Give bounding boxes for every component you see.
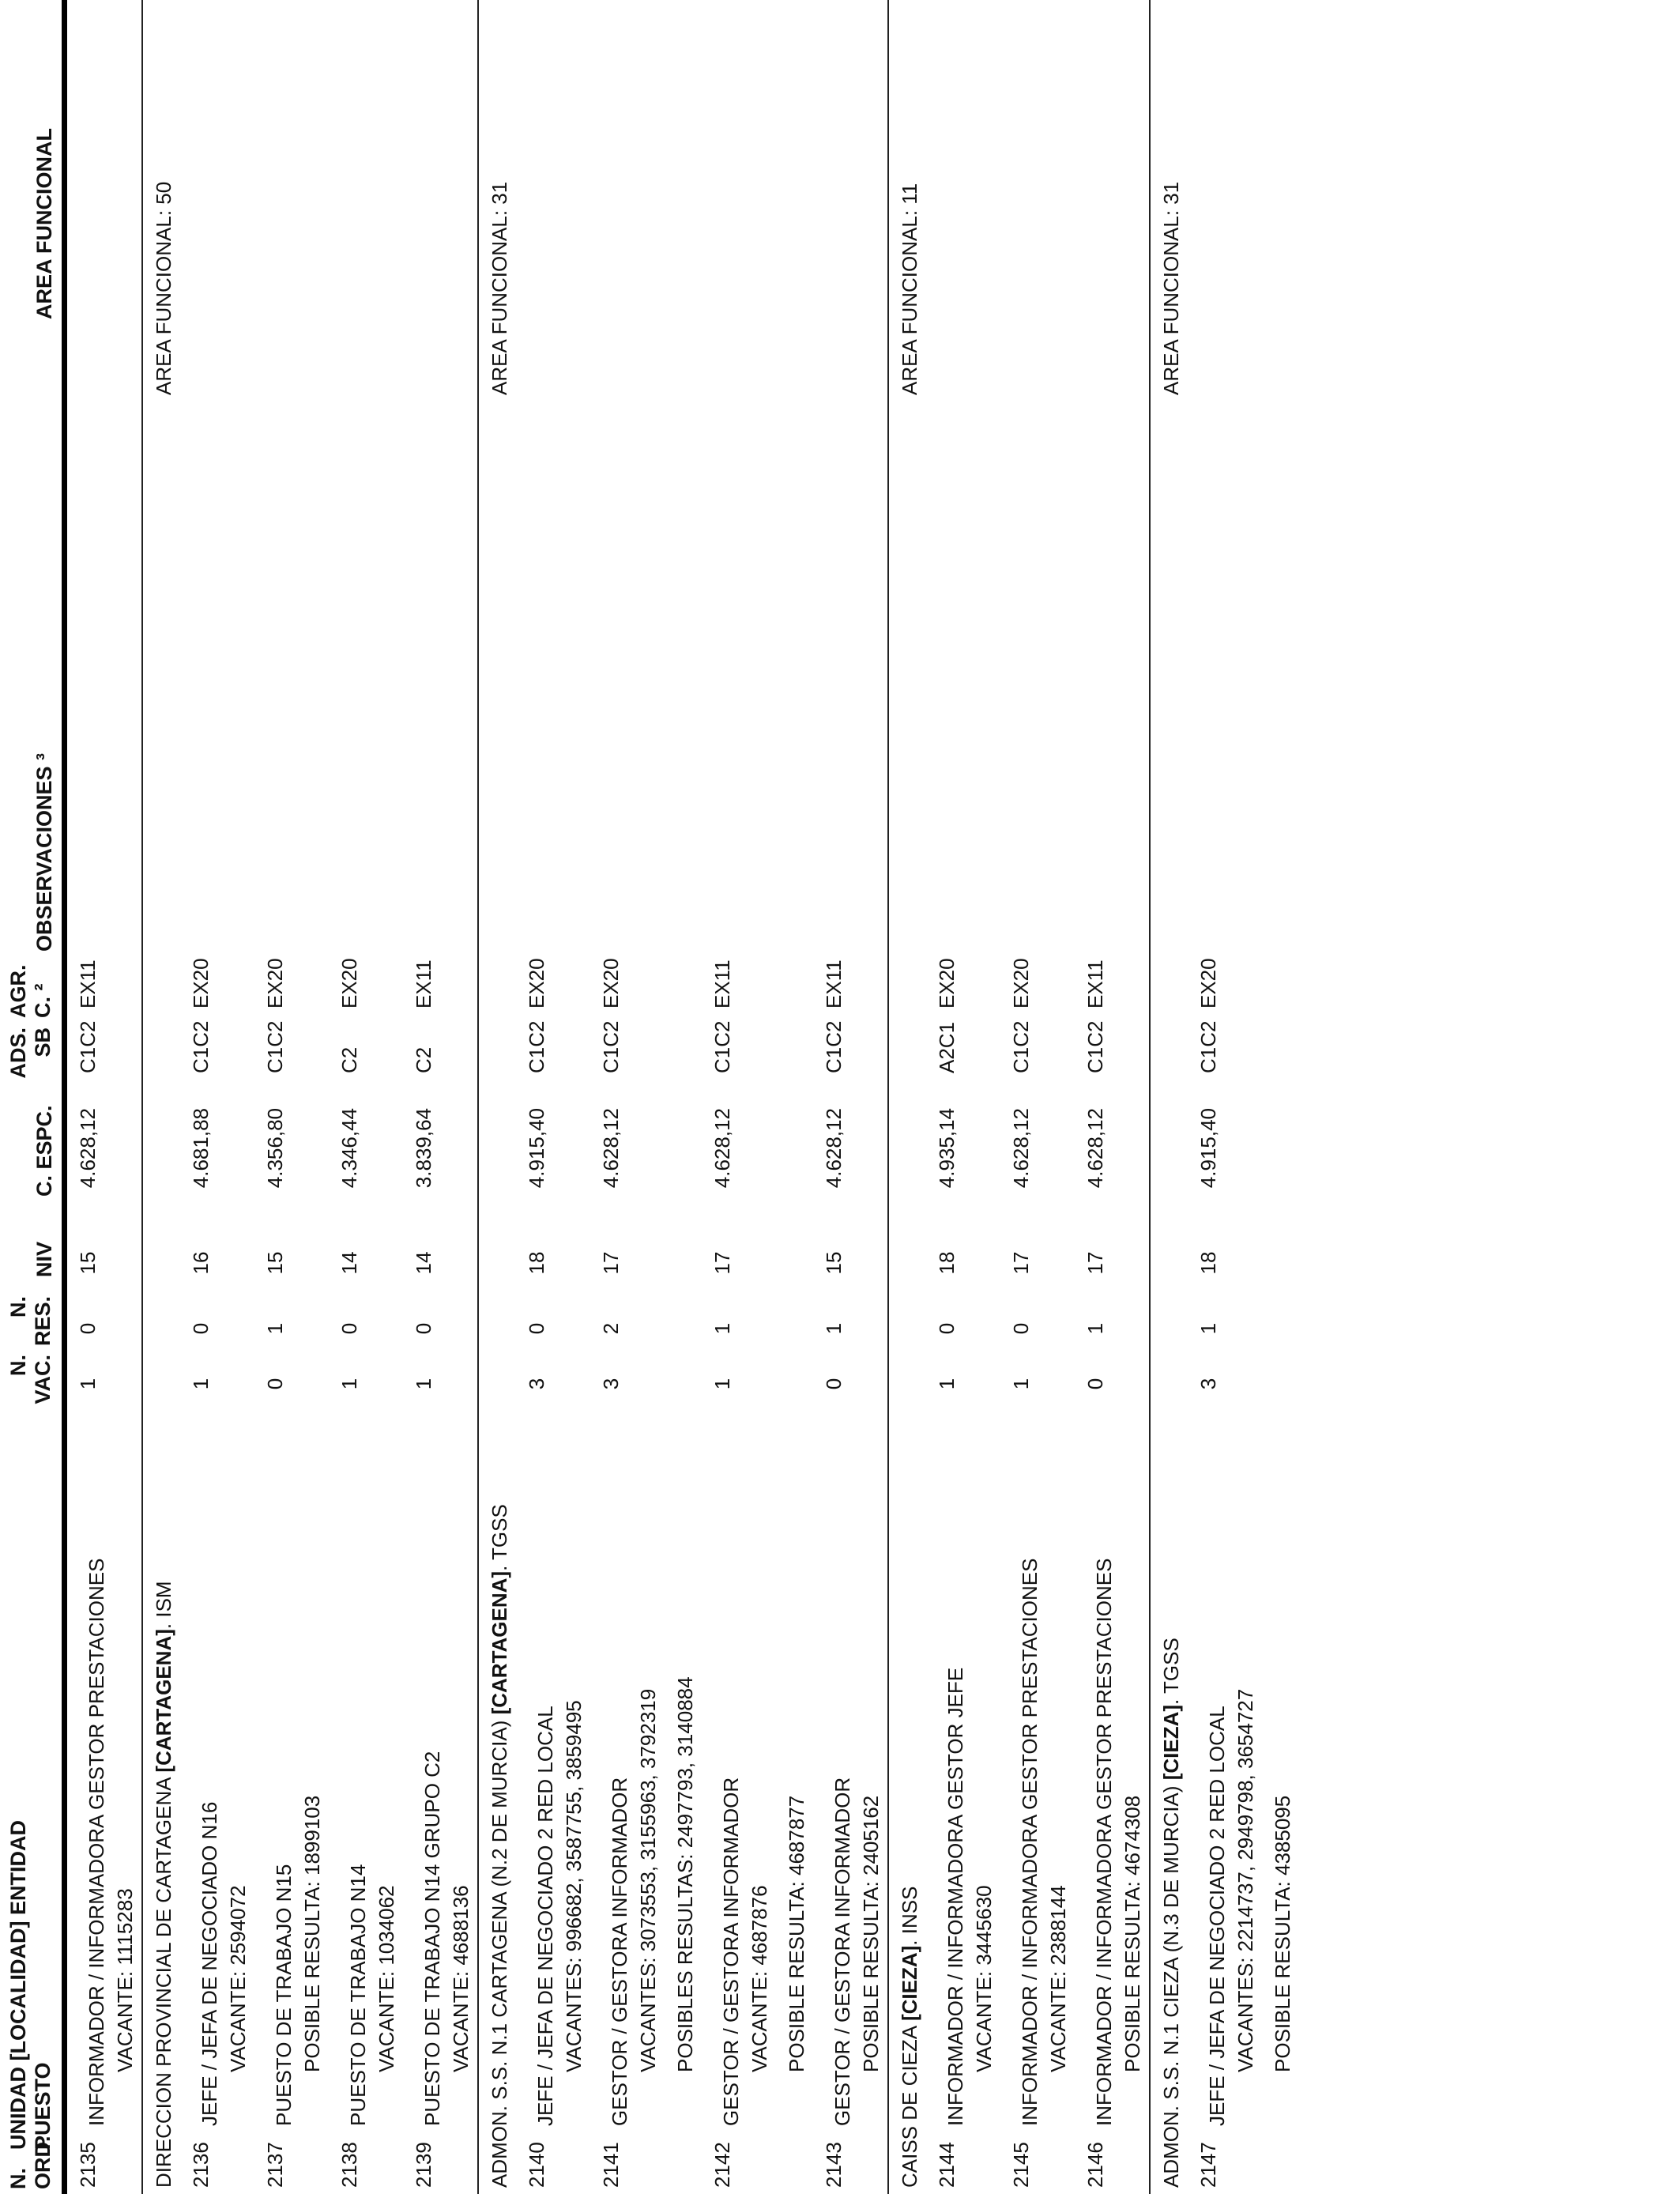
area-funcional: AREA FUNCIONAL: 31 <box>1159 181 1183 395</box>
unit-group <box>887 0 1149 2194</box>
ads-sb: C2 <box>337 1046 361 1073</box>
ads-sb: A2C1 <box>935 1021 959 1073</box>
table-row <box>403 0 444 2194</box>
table-row <box>702 0 743 2194</box>
puesto-name: INFORMADOR / INFORMADORA GESTOR JEFE <box>944 1667 967 2126</box>
n-vac: 1 <box>710 1378 734 1390</box>
n-res: 0 <box>1009 1322 1033 1335</box>
vacancy-detail: VACANTES: 3073553, 3155963, 3792319 <box>636 1688 660 2072</box>
niv: 15 <box>76 1251 100 1275</box>
puesto-name: INFORMADOR / INFORMADORA GESTOR PRESTACIONES <box>85 1558 108 2126</box>
vacancy-detail: POSIBLE RESULTA: 4687877 <box>785 1795 808 2072</box>
puesto-name: JEFE / JEFA DE NEGOCIADO 2 RED LOCAL <box>533 1706 557 2126</box>
header-rule <box>62 0 67 2194</box>
niv: 15 <box>263 1251 287 1275</box>
niv: 18 <box>1196 1251 1220 1275</box>
vacancy-detail: VACANTE: 4687876 <box>748 1885 771 2072</box>
vacancy-detail-row <box>739 0 776 2194</box>
unit-entity: . ISM <box>152 1581 175 1630</box>
c-espc: 4.681,88 <box>189 1108 213 1189</box>
n-vac: 0 <box>822 1378 846 1390</box>
table-row <box>254 0 296 2194</box>
table-row <box>516 0 557 2194</box>
c-espc: 4.628,12 <box>76 1108 100 1189</box>
ads-sb: C1C2 <box>525 1020 548 1073</box>
order-number: 2137 <box>263 2142 287 2188</box>
header-c-espc: C. ESPC. <box>32 1105 56 1197</box>
vacancy-detail: VACANTE: 3445630 <box>972 1885 996 2072</box>
ads-sb: C1C2 <box>822 1020 846 1073</box>
unit-locality: [CARTAGENA] <box>152 1629 175 1773</box>
puesto-name: PUESTO DE TRABAJO N14 <box>346 1864 370 2126</box>
unit-group <box>1149 0 1299 2194</box>
vacancy-detail-row <box>1225 0 1262 2194</box>
n-vac: 1 <box>337 1378 361 1390</box>
table-row <box>67 0 108 2194</box>
table-row <box>1000 0 1042 2194</box>
vacancy-detail: VACANTES: 996682, 3587755, 3859495 <box>562 1700 586 2072</box>
unit-title <box>1159 1638 1184 2188</box>
puesto-name: PUESTO DE TRABAJO N15 <box>272 1864 296 2126</box>
vacancy-detail: VACANTE: 1115283 <box>113 1888 137 2072</box>
puesto-name: PUESTO DE TRABAJO N14 GRUPO C2 <box>420 1751 444 2126</box>
n-res: 1 <box>1196 1322 1220 1335</box>
puesto-name: INFORMADOR / INFORMADORA GESTOR PRESTACIONES <box>1018 1558 1042 2126</box>
unit-entity: . TGSS <box>1159 1638 1183 1705</box>
order-number: 2142 <box>710 2142 734 2188</box>
unit-name: ADMON. S.S. N.1 CARTAGENA (N.2 DE MURCIA) <box>488 1714 511 2188</box>
vacancy-detail: VACANTE: 1034062 <box>375 1885 398 2072</box>
n-vac: 1 <box>189 1378 213 1390</box>
unit-group <box>477 0 887 2194</box>
unit-header-row <box>143 0 180 2194</box>
n-vac: 1 <box>1009 1378 1033 1390</box>
c-espc: 4.628,12 <box>599 1108 623 1189</box>
vacancy-detail-row <box>1112 0 1149 2194</box>
unit-title <box>488 1504 512 2188</box>
puesto-name: GESTOR / GESTORA INFORMADOR <box>608 1777 631 2126</box>
niv: 17 <box>1009 1251 1033 1275</box>
agr-c: EX20 <box>1196 958 1220 1008</box>
order-number: 2141 <box>599 2142 623 2188</box>
agr-c: EX20 <box>1009 958 1033 1008</box>
unit-header-row <box>479 0 516 2194</box>
unit-locality: [CIEZA] <box>898 1945 921 2022</box>
n-res: 2 <box>599 1322 623 1335</box>
n-res: 0 <box>337 1322 361 1335</box>
unit-group <box>141 0 477 2194</box>
header-n-res: N. RES. <box>6 1296 55 1347</box>
order-number: 2144 <box>935 2142 959 2188</box>
n-vac: 1 <box>412 1378 435 1390</box>
n-vac: 3 <box>525 1378 548 1390</box>
order-number: 2135 <box>76 2142 100 2188</box>
header-n-ord: N. ORD. <box>6 2136 55 2189</box>
table-header <box>0 0 62 2194</box>
c-espc: 4.628,12 <box>1083 1108 1107 1189</box>
niv: 18 <box>525 1251 548 1275</box>
niv: 14 <box>337 1251 361 1275</box>
unit-name: DIRECCION PROVINCIAL DE CARTAGENA <box>152 1772 175 2188</box>
vacancy-detail-row <box>440 0 477 2194</box>
agr-c: EX20 <box>189 958 213 1008</box>
vacancy-detail-row <box>665 0 702 2194</box>
niv: 15 <box>822 1251 846 1275</box>
puesto-name: JEFE / JEFA DE NEGOCIADO N16 <box>198 1801 221 2126</box>
c-espc: 4.915,40 <box>525 1108 548 1189</box>
table-row <box>590 0 631 2194</box>
header-agr-c: AGR. C. ² <box>6 964 55 1018</box>
vacancy-detail-row <box>292 0 329 2194</box>
c-espc: 4.628,12 <box>710 1108 734 1189</box>
n-vac: 1 <box>76 1378 100 1390</box>
vacancy-detail: VACANTE: 4688136 <box>449 1885 473 2072</box>
agr-c: EX20 <box>337 958 361 1008</box>
vacancy-detail: POSIBLE RESULTA: 1899103 <box>300 1795 324 2072</box>
header-observaciones: OBSERVACIONES ³ <box>32 752 56 952</box>
niv: 14 <box>412 1251 435 1275</box>
area-funcional: AREA FUNCIONAL: 11 <box>898 183 921 395</box>
niv: 18 <box>935 1251 959 1275</box>
n-res: 1 <box>1083 1322 1107 1335</box>
ads-sb: C1C2 <box>599 1020 623 1073</box>
header-niv: NIV <box>32 1241 56 1277</box>
vacancy-detail-row <box>104 0 141 2194</box>
table-row <box>1188 0 1229 2194</box>
ads-sb: C1C2 <box>1083 1020 1107 1073</box>
order-number: 2147 <box>1196 2142 1220 2188</box>
ads-sb: C1C2 <box>189 1020 213 1073</box>
order-number: 2139 <box>412 2142 435 2188</box>
table-row <box>813 0 854 2194</box>
ads-sb: C1C2 <box>263 1020 287 1073</box>
table-row <box>1075 0 1116 2194</box>
unit-entity: . TGSS <box>488 1504 511 1571</box>
header-area-funcional: AREA FUNCIONAL <box>32 128 56 319</box>
vacancy-detail-row <box>627 0 665 2194</box>
n-vac: 3 <box>1196 1378 1220 1390</box>
header-unidad-puesto: UNIDAD [LOCALIDAD] ENTIDAD PUESTO <box>6 1820 55 2150</box>
order-number: 2140 <box>525 2142 548 2188</box>
area-funcional: AREA FUNCIONAL: 31 <box>488 181 511 395</box>
table-row <box>329 0 370 2194</box>
n-vac: 0 <box>263 1378 287 1390</box>
c-espc: 4.356,80 <box>263 1108 287 1189</box>
order-number: 2145 <box>1009 2142 1033 2188</box>
unit-locality: [CIEZA] <box>1159 1704 1183 1781</box>
vacancy-detail: POSIBLES RESULTAS: 2497793, 3140884 <box>673 1676 697 2072</box>
agr-c: EX11 <box>710 959 734 1008</box>
n-res: 1 <box>822 1322 846 1335</box>
order-number: 2136 <box>189 2142 213 2188</box>
vacancy-detail: POSIBLE RESULTA: 2405162 <box>859 1795 883 2072</box>
c-espc: 4.915,40 <box>1196 1108 1220 1189</box>
n-res: 1 <box>263 1322 287 1335</box>
unit-locality: [CARTAGENA] <box>488 1570 511 1715</box>
c-espc: 4.346,44 <box>337 1108 361 1189</box>
niv: 17 <box>710 1251 734 1275</box>
table-row <box>926 0 967 2194</box>
c-espc: 3.839,64 <box>412 1108 435 1189</box>
n-res: 1 <box>710 1322 734 1335</box>
vacancy-detail-row <box>776 0 813 2194</box>
unit-header-row <box>889 0 926 2194</box>
n-res: 0 <box>189 1322 213 1335</box>
unit-title <box>898 1887 922 2188</box>
niv: 17 <box>599 1251 623 1275</box>
unit-title <box>152 1581 176 2188</box>
vacancy-detail-row <box>963 0 1000 2194</box>
puesto-name: JEFE / JEFA DE NEGOCIADO 2 RED LOCAL <box>1205 1706 1229 2126</box>
vacancy-detail-row <box>1038 0 1075 2194</box>
ads-sb: C2 <box>412 1046 435 1073</box>
agr-c: EX11 <box>76 959 100 1008</box>
ads-sb: C1C2 <box>710 1020 734 1073</box>
n-vac: 3 <box>599 1378 623 1390</box>
vacancy-detail: POSIBLE RESULTA: 4385095 <box>1271 1795 1294 2072</box>
agr-c: EX11 <box>1083 959 1107 1008</box>
vacancy-detail: VACANTE: 2594072 <box>226 1885 250 2072</box>
n-res: 0 <box>935 1322 959 1335</box>
vacancy-detail: VACANTE: 2388144 <box>1046 1885 1070 2072</box>
unit-header-row <box>1151 0 1188 2194</box>
vacancy-detail-row <box>553 0 590 2194</box>
niv: 17 <box>1083 1251 1107 1275</box>
unit-name: ADMON. S.S. N.1 CIEZA (N.3 DE MURCIA) <box>1159 1780 1183 2188</box>
c-espc: 4.628,12 <box>822 1108 846 1189</box>
header-ads-sb: ADS. SB <box>6 1027 55 1079</box>
c-espc: 4.935,14 <box>935 1108 959 1189</box>
agr-c: EX20 <box>263 958 287 1008</box>
c-espc: 4.628,12 <box>1009 1108 1033 1189</box>
vacancy-detail: VACANTES: 2214737, 2949798, 3654727 <box>1234 1688 1257 2072</box>
vacancy-detail-row <box>217 0 254 2194</box>
agr-c: EX20 <box>599 958 623 1008</box>
order-number: 2138 <box>337 2142 361 2188</box>
vacancy-detail-row <box>366 0 403 2194</box>
agr-c: EX20 <box>935 958 959 1008</box>
puesto-name: GESTOR / GESTORA INFORMADOR <box>831 1777 854 2126</box>
agr-c: EX20 <box>525 958 548 1008</box>
order-number: 2143 <box>822 2142 846 2188</box>
area-funcional: AREA FUNCIONAL: 50 <box>152 181 175 395</box>
order-number: 2146 <box>1083 2142 1107 2188</box>
niv: 16 <box>189 1251 213 1275</box>
vacancy-detail-row <box>1262 0 1299 2194</box>
puesto-name: GESTOR / GESTORA INFORMADOR <box>719 1777 743 2126</box>
unit-entity: . INSS <box>898 1886 921 1946</box>
vacancy-detail: POSIBLE RESULTA: 4674308 <box>1121 1795 1144 2072</box>
n-vac: 1 <box>935 1378 959 1390</box>
vacancy-detail-row <box>850 0 887 2194</box>
table-body <box>67 0 1299 2194</box>
agr-c: EX11 <box>822 959 846 1008</box>
ads-sb: C1C2 <box>1009 1020 1033 1073</box>
ads-sb: C1C2 <box>1196 1020 1220 1073</box>
n-res: 0 <box>525 1322 548 1335</box>
n-res: 0 <box>412 1322 435 1335</box>
ads-sb: C1C2 <box>76 1020 100 1073</box>
table-row <box>180 0 221 2194</box>
unit-name: CAISS DE CIEZA <box>898 2021 921 2188</box>
puesto-name: INFORMADOR / INFORMADORA GESTOR PRESTACIONES <box>1092 1558 1116 2126</box>
unit-group <box>67 0 141 2194</box>
agr-c: EX11 <box>412 959 435 1008</box>
n-vac: 0 <box>1083 1378 1107 1390</box>
n-res: 0 <box>76 1322 100 1335</box>
header-n-vac: N. VAC. <box>6 1355 55 1404</box>
